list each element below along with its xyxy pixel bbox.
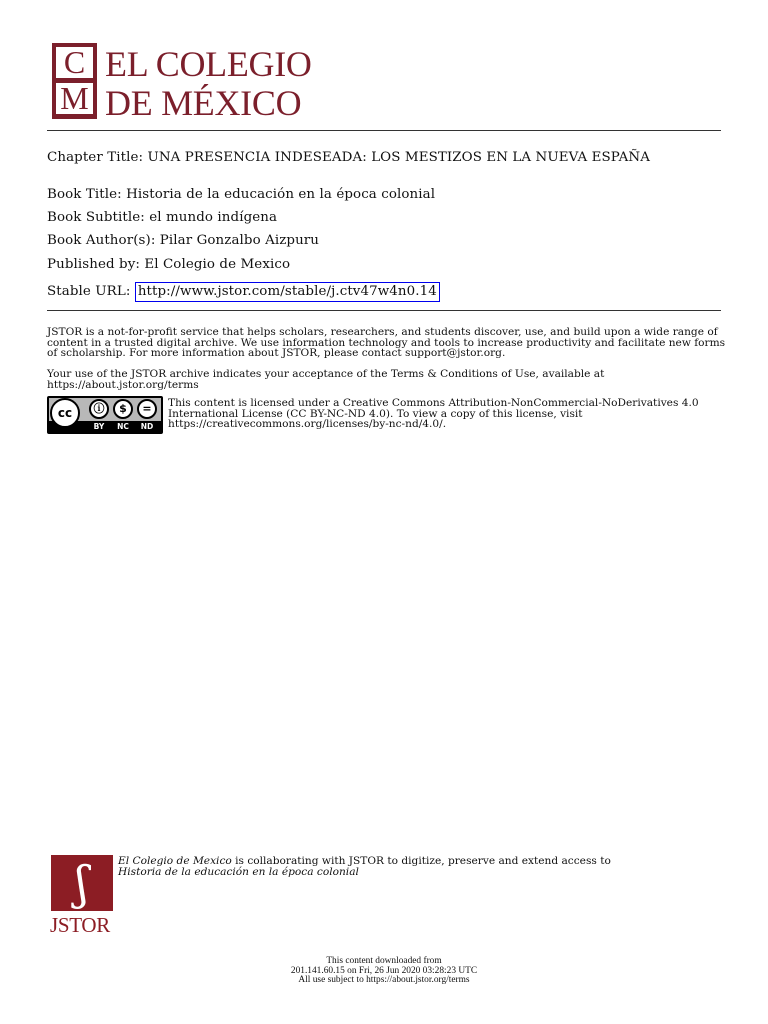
- badge-label-by: BY: [93, 422, 105, 431]
- middle-divider: [47, 310, 721, 311]
- download-footer: [0, 957, 768, 986]
- stable-url-row: [47, 283, 440, 301]
- stable-url-label: Stable URL:: [47, 284, 135, 299]
- stable-url-link[interactable]: http://www.jstor.com/stable/j.ctv47w4n0.14: [135, 282, 440, 302]
- badge-label-nc: NC: [117, 422, 129, 431]
- publisher-logo: [52, 43, 342, 123]
- cc-icon: cc: [50, 398, 80, 428]
- jstor-logo: [50, 855, 116, 937]
- collaboration-notice: [118, 856, 728, 878]
- book-subtitle: Book Subtitle: el mundo indígena: [47, 210, 278, 225]
- attribution-icon: ⓘ: [89, 399, 109, 419]
- badge-label-nd: ND: [140, 422, 154, 431]
- noderivatives-icon: =: [137, 399, 157, 419]
- book-authors: Book Author(s): Pilar Gonzalbo Aizpuru: [47, 233, 320, 248]
- license-notice: This content is licensed under a Creative Commons Attribution-NonCommercial-NoDerivatives 4.0 International License (CC BY-NC-ND 4.0). To view a copy of this license, visit https://creativecommons.org/licenses/by-nc-nd/4.0/.: [168, 397, 699, 431]
- publisher-name-line2: DE MÉXICO: [105, 83, 302, 123]
- footer-line-1: This content downloaded from: [326, 956, 442, 966]
- jstor-seal-glyph: ʃ: [75, 856, 89, 910]
- collab-book-name: Historia de la educación en la época colonial: [118, 866, 359, 878]
- top-divider: [47, 130, 721, 131]
- publisher-monogram: [52, 43, 97, 119]
- published-by: Published by: El Colegio de Mexico: [47, 257, 291, 272]
- jstor-wordmark: JSTOR: [50, 913, 110, 937]
- footer-line-2: 201.141.60.15 on Fri, 26 Jun 2020 03:28:23 UTC: [290, 965, 478, 976]
- monogram-letter-m: M: [56, 83, 93, 114]
- publisher-name-line1: EL COLEGIO: [105, 44, 312, 84]
- footer-line-3: All use subject to https://about.jstor.org/terms: [298, 975, 470, 986]
- cc-license-badge[interactable]: [47, 396, 163, 434]
- book-title: Book Title: Historia de la educación en la época colonial: [47, 187, 436, 202]
- noncommercial-icon: $: [113, 399, 133, 419]
- chapter-title: Chapter Title: UNA PRESENCIA INDESEADA: LOS MESTIZOS EN LA NUEVA ESPAÑA: [47, 150, 651, 165]
- monogram-letter-c: C: [56, 47, 93, 78]
- collab-middle-text: is collaborating with JSTOR to digitize, preserve and extend access to: [231, 855, 611, 867]
- terms-of-use-notice: Your use of the JSTOR archive indicates your acceptance of the Terms & Conditions of Use, available at https://about.jstor.org/terms: [47, 368, 605, 391]
- jstor-service-notice: JSTOR is a not-for-profit service that helps scholars, researchers, and students discover, use, and build upon a wide range of content in a trusted digital archive. We use information technology and tools to increase productivity and facilitate new forms of scholarship. For more information about JSTOR, please contact support@jstor.org.: [47, 326, 726, 360]
- collab-publisher-name: El Colegio de Mexico: [118, 855, 232, 867]
- jstor-seal-icon: [51, 855, 113, 911]
